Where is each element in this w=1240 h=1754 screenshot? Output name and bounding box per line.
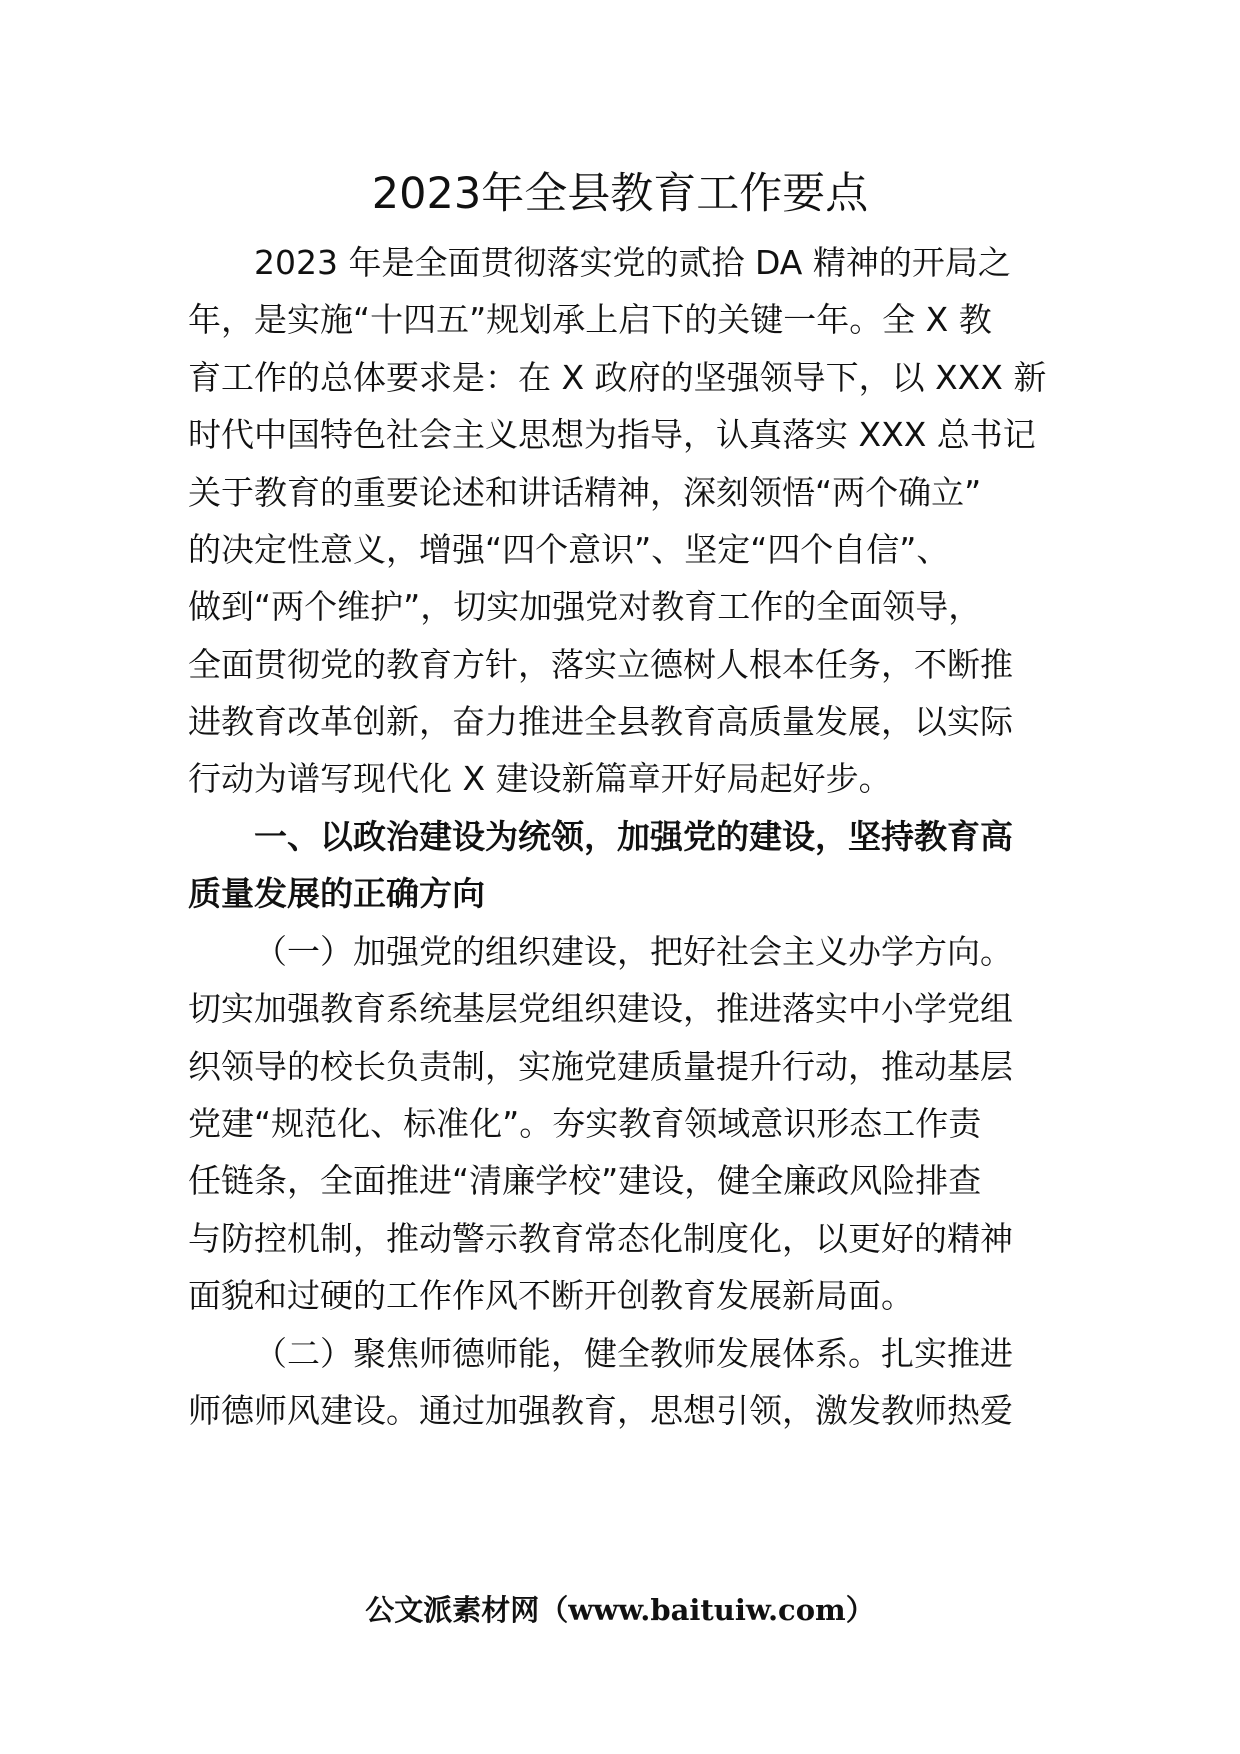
item1-line-6: 与防控机制，推动警示教育常态化制度化，以更好的精神 [188,1219,1013,1258]
item1-line-2: 切实加强教育系统基层党组织建设，推进落实中小学党组 [188,989,1013,1028]
intro-line-9: 进教育改革创新，奋力推进全县教育高质量发展，以实际 [188,702,1013,741]
intro-line-3: 育工作的总体要求是：在 X 政府的坚强领导下，以 XXX 新 [188,358,1047,397]
intro-line-6: 的决定性意义，增强“四个意识”、坚定“四个自信”、 [188,530,950,569]
item2-line-1: （二）聚焦师德师能，健全教师发展体系。扎实推进 [254,1334,1013,1373]
section-heading-line-1: 一、以政治建设为统领，加强党的建设，坚持教育高 [254,817,1013,856]
footer-source: 公文派素材网（www.baituiw.com） [365,1593,875,1627]
item1-line-1: （一）加强党的组织建设，把好社会主义办学方向。 [254,932,1013,971]
intro-line-10: 行动为谱写现代化 X 建设新篇章开好局起好步。 [188,759,892,798]
intro-line-8: 全面贯彻党的教育方针，落实立德树人根本任务，不断推 [188,645,1013,684]
intro-line-5: 关于教育的重要论述和讲话精神，深刻领悟“两个确立” [188,473,982,512]
intro-line-4: 时代中国特色社会主义思想为指导，认真落实 XXX 总书记 [188,415,1036,454]
item1-line-5: 任链条，全面推进“清廉学校”建设，健全廉政风险排查 [188,1161,982,1200]
intro-line-2: 年，是实施“十四五”规划承上启下的关键一年。全 X 教 [188,300,992,339]
item1-line-7: 面貌和过硬的工作作风不断开创教育发展新局面。 [188,1276,914,1315]
item1-line-4: 党建“规范化、标准化”。夯实教育领域意识形态工作责 [188,1104,982,1143]
intro-line-7: 做到“两个维护”，切实加强党对教育工作的全面领导， [188,587,982,626]
item2-line-2: 师德师风建设。通过加强教育，思想引领，激发教师热爱 [188,1391,1013,1430]
item1-line-3: 织领导的校长负责制，实施党建质量提升行动，推动基层 [188,1047,1013,1086]
section-heading-line-2: 质量发展的正确方向 [188,874,485,913]
intro-line-1: 2023 年是全面贯彻落实党的贰拾 DA 精神的开局之 [254,243,1011,282]
document-title: 2023年全县教育工作要点 [371,169,869,219]
